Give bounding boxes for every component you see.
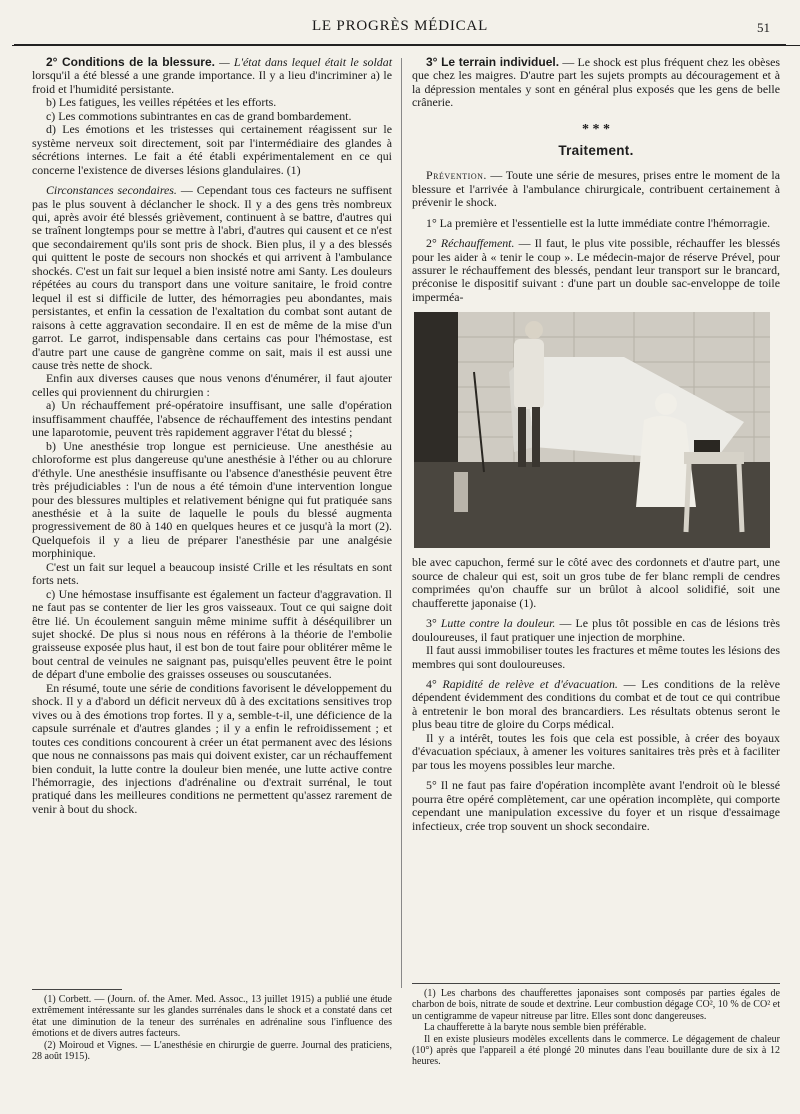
paragraph-terrain: [412, 56, 780, 110]
paragraph-italic: Circonstances secondaires.: [46, 183, 177, 198]
paragraph-prevention: [412, 169, 780, 209]
right-footnotes: [412, 988, 780, 1068]
paragraph-italic: Lutte contre la douleur.: [440, 616, 556, 631]
paragraph-text: — Il faut, le plus vite possible, réchauffer les blessés pour les aider à « tenir le coup ». Le médecin-major de réserve Prével, pour assurer le réchauffement des blessés, pendant leur transport sur le brancard, préconise le dispositif suivant : d'une part un double sac-enveloppe de toile imperméa-: [412, 236, 780, 304]
asterism: * * *: [582, 121, 610, 137]
paragraph-text: — Le plus tôt possible en cas de lésions très douloureuses, il faut pratiquer une injection de morphine.: [412, 616, 780, 644]
paragraph-fatigues: b) Les fatigues, les veilles répétées et les efforts.: [46, 95, 277, 110]
paragraph-lead: 4°: [426, 676, 443, 691]
left-footnotes: [32, 994, 392, 1062]
paragraph-rechauffement-suite: ble avec capuchon, fermé sur le côté avec des cordonnets et d'autre part, une source de chaleur qui est, soit un gros tube de fer blanc rempli de cendres comprimées qu'on chauffe sur un brûlot à alcool solidifié, soit une chaufferette japonaise (1).: [412, 555, 780, 610]
header-rule: [14, 44, 786, 45]
paragraph-immobiliser: Il faut aussi immobiliser toutes les fractures et même toutes les lésions des membres qui sont douloureuses.: [412, 643, 780, 671]
paragraph-text: — Toute une série de mesures, prises entre le moment de la blessure et l'arrivée à l'ambulance chirurgicale, contribuent certainement à prévenir le shock.: [412, 168, 780, 210]
footnote: (1) Corbett. — (Journ. of. the Amer. Med. Assoc., 13 juillet 1915) a publié une étude extrêmement intéressante sur les glandes surrénales dans le shock et a constaté dans cet état une diminution de la teneur des surrénales en adrénaline sous l'influence des émotions et de divers autres facteurs.: [32, 994, 392, 1040]
paragraph-anesthesie: b) Une anesthésie trop longue est pernicieuse. Une anesthésie au chloroforme est plus dangereuse qu'une anesthésie à l'éther ou au chlorure d'éthyle. Une anesthésie insuffisante ou l'absence d'anesthésie peuvent être très préjudiciables : l'un de nous a été témoin d'une intervention longue pour des blessures multiples et relativement bénigne qui fut pratiquée sans anesthésie et à la suite de laquelle le pouls du blessé augmenta progressivement de 80 à 140 en quelques heures et ce jusqu'à la mort (2). Quelquefois il y a lieu de préparer l'anesthésie par une analgésie morphinique.: [32, 438, 392, 561]
paragraph-title: 2° Conditions de la blessure.: [46, 55, 215, 69]
paragraph-italic: — L'état dans lequel était le soldat: [214, 55, 392, 69]
paragraph-text: — Le shock est plus fréquent chez les obèses que chez les maigres. D'autre part les sujets prompts au découragement et à la dépression mentales y sont en général plus exposés que les gens de belle crânerie.: [412, 55, 780, 110]
paragraph-douleur: [412, 617, 780, 644]
paragraph-lead: 3°: [426, 616, 441, 631]
footnote-rule: [32, 989, 122, 990]
operating-room-photograph: [414, 312, 770, 548]
paragraph-text: lorsqu'il a été blessé a une grande importance. Il y a lieu d'incriminer a) le froid et l'humidité persistante.: [32, 68, 392, 96]
paragraph-circonstances: [32, 184, 392, 372]
paragraph-rechauffement: [412, 237, 780, 304]
paragraph-resume: En résumé, toute une série de conditions favorisent le développement du shock. Il y a d'abord un déficit nerveux dû à des excitations sensitives trop vives ou à des émotions trop fortes. Il y a, semble-t-il, une déficience de la capsule surrénale et d'autres glandes ; il y a enfin le refroidissement ; et toutes ces conditions concourent à créer un état permanent avec des lésions que nous ne connaissons pas mais qui doivent exister, car un réchauffement bien conduit, la lutte contre la douleur bien menée, une lutte active contre l'hémorragie, des injections d'adrénaline ou d'extrait surrénal, le tout pratiqué dans les meilleures conditions ne permettent qu'assez rarement de venir à bout du shock.: [32, 680, 392, 816]
paragraph-hemostase: c) Une hémostase insuffisante est également un facteur d'aggravation. Il ne faut pas se contenter de lier les gros vaisseaux. Tout ce qui saigne doit être lié. Un écoulement sanguin même minime suffit à déséquilibrer un sujet shocké. De plus si nous nous en référons à la théorie de l'embolie graisseuse exposée plus haut, il est bon de tout faire pour oblitérer même le bout central de veinules ne saignant pas, puisqu'elles peuvent être le point de départ d'une embolie des graisses osseuses ou souscutanées.: [32, 586, 392, 682]
footnote-rule: [412, 983, 780, 984]
page-number: 51: [757, 20, 770, 35]
paragraph-lead: 2°: [426, 236, 441, 251]
paragraph-text: — Les conditions de la relève dépendent évidemment des conditions du combat et de tout ce qui contribue à entretenir le bon moral des brancardiers. Les résultats obtenus seront le plus beau titre de gloire du Corps médical.: [412, 676, 780, 732]
column-divider: [401, 58, 402, 988]
footnote: (2) Moiroud et Vignes. — L'anesthésie en chirurgie de guerre. Journal des praticiens, 28 août 1915).: [32, 1039, 392, 1063]
paragraph-title: 3° Le terrain individuel.: [426, 55, 560, 69]
photo-illustration: [414, 312, 770, 548]
section-title: Traitement.: [558, 142, 634, 158]
right-column: [412, 56, 780, 833]
footnote: Il en existe plusieurs modèles excellents dans le commerce. Le dégagement de chaleur (10°) après que l'appareil a été plongé 20 minutes dans l'eau bouillante dure de six à 12 heures.: [412, 1033, 780, 1068]
footnote: La chaufferette à la baryte nous semble bien préférable.: [424, 1022, 647, 1034]
paragraph-boyaux: Il y a intérêt, toutes les fois que cela est possible, à créer des boyaux d'évacuation spéciaux, à amener les voitures sanitaires très près et à faciliter par tous les moyens possibles leur marche.: [412, 730, 780, 772]
paragraph-chirurgien: Enfin aux diverses causes que nous venons d'énumérer, il faut ajouter celles qui proviennent du chirurgien :: [32, 371, 392, 399]
paragraph-hemorragie: 1° La première et l'essentielle est la lutte immédiate contre l'hémorragie.: [426, 215, 771, 230]
paragraph-italic: Réchauffement.: [440, 236, 515, 251]
paragraph-evacuation: [412, 678, 780, 732]
left-column: [32, 56, 392, 816]
paragraph-rechauffement-preop: a) Un réchauffement pré-opératoire insuffisant, une salle d'opération insuffisamment chauffée, l'absence de réchauffement des intestins pendant une laparotomie, peuvent très rapidement aggraver l'état du blessé ;: [32, 398, 392, 440]
paragraph-conditions-blessure: [32, 56, 392, 96]
paragraph-commotions: c) Les commotions subintrantes en cas de grand bombardement.: [46, 108, 352, 123]
running-title: LE PROGRÈS MÉDICAL: [311, 18, 489, 34]
paragraph-crille: C'est un fait sur lequel a beaucoup insisté Crille et les résultats en sont forts nets.: [32, 559, 392, 588]
footnote: (1) Les charbons des chaufferettes japonaises sont composés par parties égales de charbon de bois, nitrate de soude et dextrine. Leur combustion dégage CO², 10 % de CO² et un centigramme de vapeur nitreuse par litre. Elles sont donc dangereuses.: [412, 988, 780, 1022]
paragraph-emotions: d) Les émotions et les tristesses qui certainement réagissent sur le système nerveux soit directement, soit par l'intermédiaire des glandes à sécrétions internes. Le fait a été établi expérimentalement en ce qui concerne l'existence de diverses lésions glandulaires. (1): [32, 122, 392, 177]
paragraph-label: Prévention.: [426, 168, 487, 183]
paragraph-text: — Cependant tous ces facteurs ne suffisent pas le plus souvent à déclancher le shock. Il y a des gens très nombreux qui, après avoir été blessés grièvement, continuent à se battre, d'autres qui se traînent longtemps pour se mettre à l'abri, d'autres qui causent et ce n'est que secondairement qu'ils sont pris de shock. Bien plus, il y a des blessés qui quittent le poste de secours non shockés et qui arrivent à l'ambulance shockés. C'est un fait sur lequel a bien insisté notre ami Santy. Les douleurs répétées au cours du transport dans une voiture sanitaire, le froid contre lequel il est si difficile de lutter, des hémorragies peu abondantes, mais persistantes, et enfin la cessation de l'exaltation du combat sont autant de raisons à cette aggravation secondaire. Il en est de même de la mise d'un garrot. Le garrot, indispensable dans certains cas pour l'hémostase, est d'autre part une cause de gangrène comme on sait, mais il est aussi une cause très nette de shock.: [32, 183, 392, 372]
paragraph-operation-incomplete: 5° Il ne faut pas faire d'opération incomplète avant l'endroit où le blessé pourra être opéré complètement, car une opération incomplète, qui comporte cependant une manipulation excessive du foyer et un risque d'essaimage infectieux, crée trop souvent un shock secondaire.: [412, 778, 780, 833]
paragraph-italic: Rapidité de relève et d'évacuation.: [442, 676, 618, 691]
